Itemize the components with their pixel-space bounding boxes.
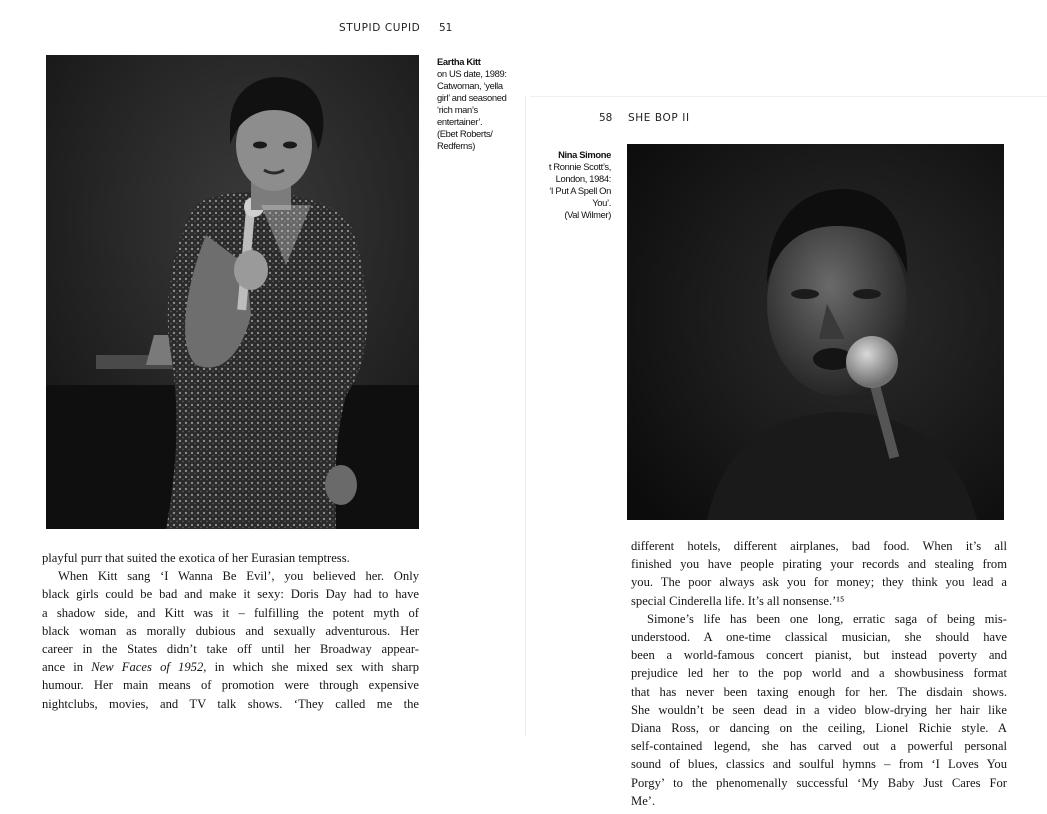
caption-line: ‘I Put A Spell On bbox=[549, 185, 611, 196]
photo-caption bbox=[437, 56, 522, 152]
text-line: special Cinderella life. It’s all nonsense.’¹⁵ bbox=[631, 593, 845, 608]
text-line: nightclubs, movies, and TV talk shows. ‘They called me the bbox=[42, 696, 419, 711]
show-title: New Faces of 1952 bbox=[91, 660, 204, 675]
text-line: a shadow side, and Kitt was it – fulfilling the potent myth of bbox=[42, 605, 419, 620]
text-line: been a world-famous concert pianist, but instead poverty and bbox=[631, 648, 1007, 663]
text-line: self-contained legend, she has carved out a powerful personal bbox=[631, 739, 1007, 754]
caption-line: Catwoman, ‘yella bbox=[437, 80, 503, 91]
text-line: Porgy’ to the phenomenally successful ‘My Baby Just Cares For bbox=[631, 775, 1007, 790]
caption-line: Redferns) bbox=[437, 140, 476, 151]
text-line: sound of blues, classics and soulful hymns – from ‘I Loves You bbox=[631, 757, 1007, 772]
caption-line: t Ronnie Scott’s, bbox=[548, 161, 611, 172]
text-line: Me’. bbox=[631, 793, 656, 808]
caption-line: ‘rich man’s bbox=[437, 104, 478, 115]
text-line: finished you have people pirating your records and stealing from bbox=[631, 557, 1007, 572]
photo-eartha-kitt-image bbox=[46, 55, 419, 529]
text-fragment: ance in bbox=[42, 660, 92, 675]
text-line: humour. Her main means of promotion were through expensive bbox=[42, 678, 419, 693]
caption-line: (Ebet Roberts/ bbox=[437, 128, 493, 139]
photo-nina-simone-image bbox=[627, 144, 1004, 520]
text-line: playful purr that suited the exotica of her Eurasian temptress. bbox=[42, 551, 350, 565]
caption-line: London, 1984: bbox=[555, 173, 611, 184]
text-line bbox=[42, 658, 419, 676]
running-head: SHE BOP II bbox=[628, 112, 690, 124]
text-fragment: , in which she mixed sex with sharp bbox=[203, 660, 419, 675]
text-line: black girls could be bad and make it sexy: Doris Day had to have bbox=[42, 587, 419, 602]
text-line: black woman as morally dubious and sexually adventurous. Her bbox=[42, 623, 419, 638]
caption-line: entertainer’. bbox=[437, 116, 483, 127]
photo-caption bbox=[525, 149, 611, 221]
text-line: different hotels, different airplanes, bad food. When it’s all bbox=[631, 539, 1007, 553]
caption-line: girl’ and seasoned bbox=[437, 92, 507, 103]
text-line: Simone’s life has been one long, erratic saga of being mis- bbox=[647, 611, 1007, 626]
text-line: you. The poor always ask you for money; they think you lead a bbox=[631, 575, 1007, 590]
caption-line: (Val Wilmer) bbox=[564, 209, 611, 220]
body-text bbox=[631, 537, 1007, 810]
text-line: prejudice led her to the pop world and a showbusiness format bbox=[631, 666, 1007, 681]
caption-line: on US date, 1989: bbox=[437, 68, 507, 79]
right-page bbox=[525, 0, 1047, 814]
body-text bbox=[42, 549, 419, 713]
caption-line: You’. bbox=[592, 197, 611, 208]
text-line: When Kitt sang ‘I Wanna Be Evil’, you believed her. Only bbox=[58, 569, 419, 584]
running-head: STUPID CUPID bbox=[339, 22, 421, 34]
text-line: Diana Ross, or dancing on the ceiling, Lionel Richie style. A bbox=[631, 721, 1007, 736]
page-number: 51 bbox=[439, 22, 453, 34]
page-number: 58 bbox=[599, 112, 613, 124]
text-line: She wouldn’t be seen dead in a video blow-drying her hair like bbox=[631, 702, 1007, 717]
photo-eartha-kitt bbox=[46, 55, 419, 529]
photo-nina-simone bbox=[627, 144, 1004, 520]
text-line: career in the States didn’t take off until her Broadway appear- bbox=[42, 642, 419, 657]
text-line: understood. A one-time classical musician, she should have bbox=[631, 630, 1007, 645]
text-line: that has never been taxing enough for her. The disdain shows. bbox=[631, 684, 1007, 699]
caption-name: Nina Simone bbox=[558, 149, 611, 160]
caption-name: Eartha Kitt bbox=[437, 56, 481, 67]
